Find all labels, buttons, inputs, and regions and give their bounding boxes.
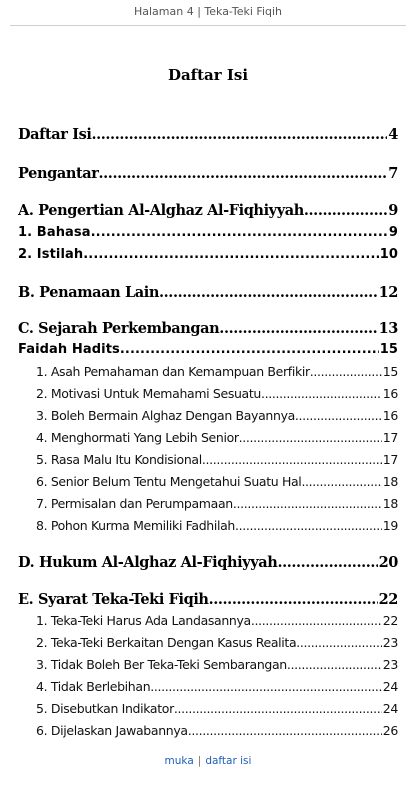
toc-entry[interactable] <box>36 635 398 650</box>
toc-entry[interactable] <box>36 723 398 738</box>
toc-entry[interactable] <box>36 657 398 672</box>
leader-dots <box>304 202 387 219</box>
toc-entry-page: 19 <box>382 518 398 533</box>
toc-entry[interactable] <box>36 679 398 694</box>
toc-entry-label: 5. Rasa Malu Itu Kondisional <box>36 452 202 467</box>
leader-dots <box>150 679 382 694</box>
toc-entry-page: 4 <box>388 126 398 143</box>
toc-entry-page: 22 <box>382 613 398 628</box>
toc-entry[interactable] <box>18 225 398 240</box>
toc-entry[interactable] <box>36 518 398 533</box>
footer-separator: | <box>197 755 202 767</box>
toc-entry-page: 13 <box>378 320 398 337</box>
toc-entry-label: 2. Teka-Teki Berkaitan Dengan Kasus Realita <box>36 635 297 650</box>
leader-dots <box>310 364 382 379</box>
toc-entry[interactable] <box>36 474 398 489</box>
toc-entry[interactable] <box>36 613 398 628</box>
link-daftar-isi[interactable]: daftar isi <box>205 755 252 767</box>
toc-entry-label: 7. Permisalan dan Perumpamaan <box>36 496 233 511</box>
toc-entry[interactable] <box>36 496 398 511</box>
toc-entry-label: 2. Istilah <box>18 247 84 262</box>
toc-entry-label: 8. Pohon Kurma Memiliki Fadhilah <box>36 518 235 533</box>
page-title: Daftar Isi <box>167 66 249 84</box>
toc-entry-page: 16 <box>382 408 398 423</box>
link-muka[interactable]: muka <box>164 755 194 767</box>
leader-dots <box>202 452 382 467</box>
toc-entry-label: 6. Senior Belum Tentu Mengetahui Suatu Hal <box>36 474 302 489</box>
toc-entry-label: C. Sejarah Perkembangan <box>18 320 220 337</box>
toc-entry-page: 17 <box>382 452 398 467</box>
leader-dots <box>174 701 382 716</box>
toc-entry-page: 23 <box>382 657 398 672</box>
leader-dots <box>83 247 378 262</box>
toc-entry[interactable] <box>18 591 398 608</box>
toc-entry-label: 3. Boleh Bermain Alghaz Dengan Bayannya <box>36 408 295 423</box>
toc-entry-page: 22 <box>378 591 398 608</box>
toc-entry[interactable] <box>36 701 398 716</box>
toc-entry[interactable] <box>36 386 398 401</box>
toc-entry[interactable] <box>18 126 398 143</box>
toc-entry-page: 17 <box>382 430 398 445</box>
toc-entry-label: Faidah Hadits <box>18 342 120 357</box>
toc-entry-page: 15 <box>382 364 398 379</box>
leader-dots <box>251 613 382 628</box>
leader-dots <box>296 635 382 650</box>
toc-entry-page: 23 <box>382 635 398 650</box>
toc-entry-page: 18 <box>382 496 398 511</box>
toc-entry-label: 6. Dijelaskan Jawabannya <box>36 723 188 738</box>
leader-dots <box>277 554 377 571</box>
toc-entry-label: 1. Asah Pemahaman dan Kemampuan Berfikir <box>36 364 310 379</box>
toc-entry-label: 1. Teka-Teki Harus Ada Landasannya <box>36 613 251 628</box>
toc-entry-page: 9 <box>388 202 398 219</box>
toc-entry-label: A. Pengertian Al-Alghaz Al-Fiqhiyyah <box>18 202 304 219</box>
toc-entry-label: Daftar Isi <box>18 126 92 143</box>
leader-dots <box>261 386 382 401</box>
leader-dots <box>219 320 377 337</box>
toc-entry-label: 4. Tidak Berlebihan <box>36 679 151 694</box>
toc-entry[interactable] <box>36 452 398 467</box>
leader-dots <box>159 284 378 301</box>
leader-dots <box>188 723 382 738</box>
header-divider <box>10 25 406 26</box>
toc-entry-label: 2. Motivasi Untuk Memahami Sesuatu <box>36 386 261 401</box>
toc-entry-label: 3. Tidak Boleh Ber Teka-Teki Sembarangan <box>36 657 287 672</box>
leader-dots <box>209 591 378 608</box>
toc-entry-page: 20 <box>378 554 398 571</box>
toc-entry-label: B. Penamaan Lain <box>18 284 159 301</box>
toc-entry-page: 16 <box>382 386 398 401</box>
toc-entry-label: 5. Disebutkan Indikator <box>36 701 174 716</box>
page-footer <box>0 755 416 767</box>
toc-entry-page: 24 <box>382 701 398 716</box>
toc-entry[interactable] <box>18 320 398 337</box>
toc-entry[interactable] <box>18 554 398 571</box>
toc-entry-page: 7 <box>388 165 398 182</box>
leader-dots <box>239 430 382 445</box>
toc-entry-page: 15 <box>379 342 398 357</box>
toc-entry-page: 24 <box>382 679 398 694</box>
toc-entry-label: E. Syarat Teka-Teki Fiqih <box>18 591 209 608</box>
page-header: Halaman 4 | Teka-Teki Fiqih <box>133 5 283 18</box>
toc-entry-label: 4. Menghormati Yang Lebih Senior <box>36 430 239 445</box>
toc-entry[interactable] <box>18 165 398 182</box>
leader-dots <box>295 408 382 423</box>
leader-dots <box>287 657 382 672</box>
leader-dots <box>233 496 382 511</box>
toc-entry[interactable] <box>18 284 398 301</box>
leader-dots <box>235 518 382 533</box>
leader-dots <box>99 165 388 182</box>
toc-entry-page: 12 <box>378 284 398 301</box>
leader-dots <box>301 474 381 489</box>
toc-entry[interactable] <box>36 430 398 445</box>
leader-dots <box>91 126 387 143</box>
leader-dots <box>120 342 379 357</box>
toc-entry-page: 10 <box>379 247 398 262</box>
toc-entry-page: 18 <box>382 474 398 489</box>
leader-dots <box>91 225 388 240</box>
toc-entry[interactable] <box>36 364 398 379</box>
toc-entry-label: 1. Bahasa <box>18 225 91 240</box>
toc-entry-page: 26 <box>382 723 398 738</box>
toc-entry[interactable] <box>18 247 398 262</box>
toc-entry[interactable] <box>18 342 398 357</box>
toc-entry-page: 9 <box>388 225 398 240</box>
toc-entry[interactable] <box>18 202 398 219</box>
toc-entry-label: Pengantar <box>18 165 99 182</box>
toc-entry-label: D. Hukum Al-Alghaz Al-Fiqhiyyah <box>18 554 278 571</box>
toc-entry[interactable] <box>36 408 398 423</box>
